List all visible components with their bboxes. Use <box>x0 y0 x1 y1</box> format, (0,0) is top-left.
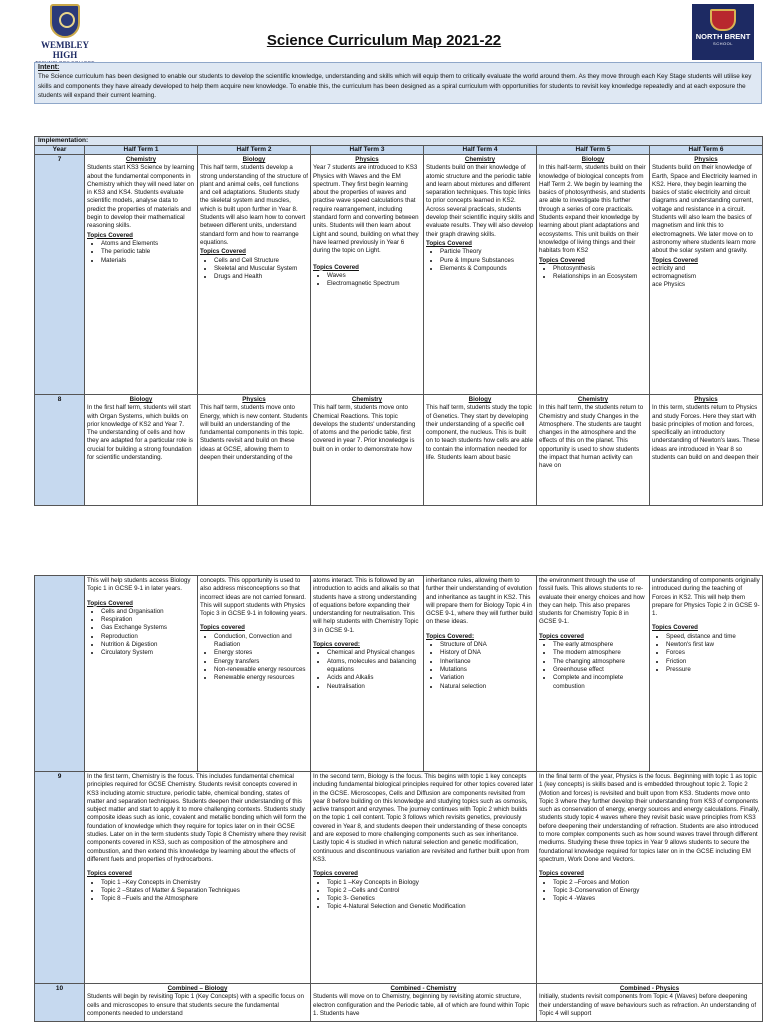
y9-term1-cell <box>85 772 311 984</box>
topic-item: • Cells and Cell Structure <box>214 257 308 265</box>
cell-text: Students start KS3 Science by learning about the fundamental components in Chemistry which they will need later on in KS3 and KS4. Students evaluate scientific models, analyse data to predict the properties of materials and begin to develop their mathematical reasoning skills. <box>87 164 195 230</box>
intent-text: The Science curriculum has been designed to enable our students to develop the scientific knowledge, understanding and skills which will equip them to critically evaluate the world around them. As they move through each Key Stage students will utilise key skills and components they have already developed to help them acquire new knowledge. To enable this, the curriculum has been designed as a spiral curriculum with opportunities for students to revisit key knowledge repeatedly and at each exposure the students will expand their current learning. <box>38 73 752 99</box>
cell-text: In this half-term, students build on their knowledge of biological concepts from Half Term 2. We begin by learning the basics of photosynthesis, and students are able to investigate this further through a series of core practicals. Students expand their knowledge by learning about plant adaptations and ecosystems. This unit builds on their knowledge of living things and their habitats from KS2 <box>539 164 646 255</box>
subject-label: Physics <box>694 396 718 403</box>
topic-item: • Complete and incomplete combustion <box>553 674 647 691</box>
topic-item: • Variation <box>440 674 534 682</box>
header-half-term-5: Half Term 5 <box>537 146 650 155</box>
cell-text: In the final term of the year, Physics is the focus. Beginning with topic 1 as topic 1 (key concepts) is skills based and is embedded throughout topic 2. Topic 2 (Motion and forces) is revisited and built upon from KS3. Students move onto Topic 3 where they further develop their understanding from KS3 of components such as conservation of energy, energy sources and energy calculations. Finally, students study topic 4 waves where they revisit basic wave principles from KS3 before deepening their understanding of refraction. Students are also introduced to more complex components such as how sound waves travel through different mediums. Studying these three topics in Year 9 allows students to secure the foundational knowledge required for topics later on in the GCSE including EM spectrum, Work Done and Vectors. <box>539 773 760 863</box>
topic-item: • Renewable energy resources <box>214 674 308 682</box>
cell-text: Year 7 students are introduced to KS3 Physics with Waves and the EM spectrum. They first begin learning about the properties of waves and practise wave speed calculations that require rearrangement, including standard form and converting between units. Students will then learn about Light and sound, building on what they have learned previously in Year 6 during the topic on Light. <box>313 164 419 255</box>
topics-label: Topics covered <box>87 870 132 878</box>
right-logo-name: NORTH BRENT <box>695 32 751 41</box>
topic-item: ace Physics <box>652 281 686 289</box>
table-row-year-8-continued <box>35 576 763 772</box>
cell-text: understanding of components originally introduced during the teaching of Forces in KS2. This will help them prepare for Physics Topic 2 in GCSE 9-1. <box>652 577 760 618</box>
curriculum-table-continued <box>34 575 763 1022</box>
topic-item: • Structure of DNA <box>440 641 534 649</box>
y8-ht4-cell <box>424 395 537 506</box>
cell-text: In this term, students return to Physics and study Forces. Here they start with basic principles of motion and forces, specifically an introductory understanding of Newton's laws. These ideas are introduced in Year 8 so students can build on and deepen their <box>652 404 760 462</box>
topics-label: Topics Covered <box>652 624 698 632</box>
topic-item: • History of DNA <box>440 649 534 657</box>
topic-item: • Chemical and Physical changes <box>327 649 421 657</box>
year-cell: 7 <box>35 155 85 395</box>
subject-label: Chemistry <box>577 396 609 403</box>
header-half-term-3: Half Term 3 <box>311 146 424 155</box>
table-row-year-9 <box>35 772 763 984</box>
topics-label: Topics covered: <box>313 641 360 649</box>
topic-item: • Mutations <box>440 666 534 674</box>
topic-item: • Topic 1 –Key Concepts in Chemistry <box>101 879 308 887</box>
table-row-year-7 <box>35 155 763 395</box>
topic-item: • Reproduction <box>101 633 195 641</box>
topic-item: • Greenhouse effect <box>553 666 647 674</box>
topics-label: Topics Covered <box>87 231 133 239</box>
topics-label: Topics Covered: <box>426 632 475 640</box>
intent-label: Intent: <box>38 64 60 71</box>
cell-text: Students will move on to Chemistry, beginning by revisiting atomic structure, electron configuration and the Periodic table, all of which are found within Topic 1. Students have <box>313 993 530 1017</box>
year-cell: 8 <box>35 395 85 506</box>
curriculum-table <box>34 136 763 506</box>
topic-item: • Pressure <box>666 666 760 674</box>
topic-item: • Energy transfers <box>214 658 308 666</box>
topic-item: • Non-renewable energy resources <box>214 666 308 674</box>
y8c-ht3-cell <box>311 576 424 772</box>
y8c-ht2-cell <box>198 576 311 772</box>
y9-term3-cell <box>537 772 763 984</box>
topic-item: • Drugs and Health <box>214 273 308 281</box>
topic-item: • Waves <box>327 272 421 280</box>
cell-text: This half term, students move onto Energy, which is new content. Students will build an understanding of the fundamental components in this topic. Students revisit and build on these ideas at GCSE, allowing them to deepen their understanding of the <box>200 404 308 462</box>
topic-item: • Cells and Organisation <box>101 608 195 616</box>
cell-text: Initially, students revisit components from Topic 4 (Waves) before deepening their understanding of wave behaviours such as refraction. An understanding of Topic 4 will support <box>539 993 757 1017</box>
topic-item: • Topic 3- Genetics <box>327 895 534 903</box>
topics-label: Topics covered <box>313 870 358 878</box>
topics-label: Topics Covered <box>87 599 133 607</box>
school-crest-icon <box>710 9 736 31</box>
topics-label: Topics covered <box>539 632 584 640</box>
subject-label: Combined - Physics <box>619 985 680 992</box>
topic-item: • Energy stores <box>214 649 308 657</box>
header-year: Year <box>35 146 85 155</box>
y8c-ht1-cell <box>85 576 198 772</box>
topic-item: • Topic 3-Conservation of Energy <box>553 887 760 895</box>
cell-text: Students will begin by revisiting Topic 1 (Key Concepts) with a specific focus on cells and microscopes to ensure that students secure the fundamental components needed to understand <box>87 993 304 1017</box>
topic-item: • Natural selection <box>440 683 534 691</box>
topic-item: ectromagnetism <box>652 273 697 281</box>
cell-text: In the first half term, students will start with Organ Systems, which builds on prior knowledge of KS2 and Year 7. The understanding of cells and how they are adapted for a particular role is crucial for building a strong foundation for scientific understanding. <box>87 404 193 462</box>
page-header <box>0 0 768 62</box>
y8-ht1-cell <box>85 395 198 506</box>
header-half-term-1: Half Term 1 <box>85 146 198 155</box>
subject-label: Chemistry <box>464 156 496 163</box>
left-logo-name: WEMBLEY HIGH <box>40 40 89 60</box>
topic-item: • Topic 2 –Forces and Motion <box>553 879 760 887</box>
y8-ht3-cell <box>311 395 424 506</box>
cell-text: This half term, students move onto Chemical Reactions. This topic develops the students' understanding of atoms and the periodic table, first covered in year 7. Prior knowledge is built on in order to demonstrate how <box>313 404 416 453</box>
topic-item: • Elements & Compounds <box>440 265 534 273</box>
y7-ht2-cell <box>198 155 311 395</box>
table-row-year-8 <box>35 395 763 506</box>
subject-label: Biology <box>242 156 266 163</box>
year-cell: 10 <box>35 984 85 1022</box>
topic-item: • The modern atmosphere <box>553 649 647 657</box>
topic-item: • Photosynthesis <box>553 265 647 273</box>
topic-item: • Gas Exchange Systems <box>101 624 195 632</box>
topic-item: • Skeletal and Muscular System <box>214 265 308 273</box>
cell-text: This will help students access Biology Topic 1 in GCSE 9-1 in later years. <box>87 577 191 593</box>
subject-label: Physics <box>242 396 266 403</box>
y8c-ht5-cell <box>537 576 650 772</box>
topic-item: • Friction <box>666 658 760 666</box>
y7-ht4-cell <box>424 155 537 395</box>
topics-label: Topics Covered <box>652 256 698 264</box>
y8c-ht6-cell <box>650 576 763 772</box>
subject-label: Chemistry <box>125 156 157 163</box>
topic-item: • Atoms, molecules and balancing equations <box>327 658 421 675</box>
topics-label: Topics covered <box>200 624 245 632</box>
topic-item: • Respiration <box>101 616 195 624</box>
header-half-term-2: Half Term 2 <box>198 146 311 155</box>
implementation-label: Implementation: <box>35 137 763 146</box>
y7-ht1-cell <box>85 155 198 395</box>
topic-item: ectricity and <box>652 264 686 272</box>
y10-term1-cell <box>85 984 311 1022</box>
cell-text: In the first term, Chemistry is the focus. This includes fundamental chemical principles required for GCSE Chemistry. Students revisit concepts covered in KS3 including atomic structure, periodic table, chemical bonding, states of matter and separation techniques. Students deepen their understanding of this subject matter and start to apply it to more challenging contexts. Students study composite ideas such as ionic, covalent and metallic bonding which will form the foundation of knowledge which they require for topics later on in their GCSE studies. Later on in the term students study Topic 8 Chemistry where they revisit components covered in KS3, such as composition of the atmosphere and combustion, and then extend this knowledge by learning about the effects of different fuels and properties of hydrocarbons. <box>87 773 307 863</box>
year-cell <box>35 576 85 772</box>
subject-label: Chemistry <box>351 396 383 403</box>
subject-label: Physics <box>355 156 379 163</box>
topics-label: Topics Covered <box>313 263 359 271</box>
intent-box <box>34 62 762 104</box>
y9-term2-cell <box>311 772 537 984</box>
cell-text: This half term, students develop a strong understanding of the structure of plant and animal cells, cell functions and cell adaptations. Students study the skeletal system and muscles, which is built upon further in Year 8. Students will also learn how to convert between different units, understand standard form and how to rearrange equations. <box>200 164 309 246</box>
topics-label: Topics covered <box>539 870 584 878</box>
topic-item: • Materials <box>101 257 195 265</box>
topic-item: • Inheritance <box>440 658 534 666</box>
header-half-term-4: Half Term 4 <box>424 146 537 155</box>
topic-item: • Forces <box>666 649 760 657</box>
topic-item: • Acids and Alkalis <box>327 674 421 682</box>
y8-ht6-cell <box>650 395 763 506</box>
y8c-ht4-cell <box>424 576 537 772</box>
topics-label: Topics Covered <box>200 248 246 256</box>
subject-label: Combined – Biology <box>167 985 228 992</box>
topic-item: • Newton's first law <box>666 641 760 649</box>
year-cell: 9 <box>35 772 85 984</box>
topic-item: • Topic 2 –Cells and Control <box>327 887 534 895</box>
y10-term2-cell <box>311 984 537 1022</box>
topic-item: • Electromagnetic Spectrum <box>327 280 421 288</box>
north-brent-logo <box>692 4 754 60</box>
cell-text: In this half term, the students return to Chemistry and study Changes in the Atmosphere. The students are taught changes in the atmosphere and the effects of this on the planet. This opportunity is used to show students the impact that human activity can have on <box>539 404 644 470</box>
y7-ht3-cell <box>311 155 424 395</box>
topic-item: • Topic 2 –States of Matter & Separation Techniques <box>101 887 308 895</box>
header-half-term-6: Half Term 6 <box>650 146 763 155</box>
subject-label: Biology <box>468 396 492 403</box>
topic-item: • Topic 4-Natural Selection and Genetic Modification <box>327 903 534 911</box>
cell-text: the environment through the use of fossil fuels. This allows students to re-evaluate their energy choices and how they can help. This also prepares students for Chemistry Topic 8 in GCSE 9-1. <box>539 577 645 626</box>
topic-item: • The periodic table <box>101 248 195 256</box>
topic-item: • Conduction, Convection and Radiation <box>214 633 308 650</box>
topic-item: • Relationships in an Ecosystem <box>553 273 647 281</box>
topic-item: • Speed, distance and time <box>666 633 760 641</box>
subject-label: Combined - Chemistry <box>390 985 457 992</box>
cell-text: This half term, students study the topic of Genetics. They start by developing their understanding of a specific cell component, the nucleus. This is built on to teach students how cells are able to contain the information needed for life. Students learn about basic <box>426 404 533 462</box>
topic-item: • Topic 1 –Key Concepts in Biology <box>327 879 534 887</box>
topic-item: • Topic 4 -Waves <box>553 895 760 903</box>
cell-text: concepts. This opportunity is used to also address misconceptions so that incorrect ideas are not carried forward. This will support students with Physics Topic 3 in GCSE 9-1 in following years. <box>200 577 307 618</box>
topic-item: • Topic 8 –Fuels and the Atmosphere <box>101 895 308 903</box>
page-title: Science Curriculum Map 2021-22 <box>266 32 502 49</box>
topic-item: • Particle Theory <box>440 248 534 256</box>
y10-term3-cell <box>537 984 763 1022</box>
subject-label: Physics <box>694 156 718 163</box>
y8-ht5-cell <box>537 395 650 506</box>
topics-label: Topics Covered <box>539 256 585 264</box>
cell-text: In the second term, Biology is the focus. This begins with topic 1 key concepts including fundamental biological principles required for other topics covered later in the GCSE. Microscopes, Cells and Diffusion are components revisited from year 8 before building on this knowledge and studying topics such as osmosis, active transport and enzymes. The journey continues with Topic 2 which builds on the topic 1 cell content. Topic 3 follows which revisits genetics, previously covered in Year 8, and students deepen their understanding of these concepts and are exposed to more challenging components such as sex inheritance. Lastly topic 4 is studied in which natural selection and genetic modification, continuous and discontinuous variation are revisited and further built upon from KS3. <box>313 773 534 863</box>
table-row-year-10 <box>35 984 763 1022</box>
topic-item: • The changing atmosphere <box>553 658 647 666</box>
topic-item: • Circulatory System <box>101 649 195 657</box>
subject-label: Biology <box>581 156 605 163</box>
y8-ht2-cell <box>198 395 311 506</box>
subject-label: Biology <box>129 396 153 403</box>
cell-text: Students build on their knowledge of atomic structure and the periodic table and learn about mixtures and different separation techniques. This topic links to prior concepts learned in KS2. Across several practicals, students develop their scientific inquiry skills and evaluate results. They will also develop their graph drawing skills. <box>426 164 534 238</box>
topics-label: Topics Covered <box>426 239 472 247</box>
topic-item: • Neutralisation <box>327 683 421 691</box>
topic-item: • Pure & Impure Substances <box>440 257 534 265</box>
cell-text: atoms interact. This is followed by an introduction to acids and alkalis so that students have a strong understanding of equations before expanding their understanding for neutralisation. This will help students with Chemistry Topic 3 in GCSE 9-1. <box>313 577 420 634</box>
right-logo-sub: SCHOOL <box>713 41 733 46</box>
cell-text: inheritance rules, allowing them to further their understanding of evolution and inheritance as taught in KS2. This will prepare them for Biology Topic 4 in GCSE 9-1, where they will further build on these ideas. <box>426 577 533 626</box>
cell-text: Students build on their knowledge of Earth, Space and Electricity learned in KS2. Here, they begin learning the basics of static electricity and circuit diagrams and understanding current, voltage and resistance in a circuit. Students will also learn the basics of magnetism and link this to electromagnets. We later move on to astronomy where students learn more about the solar system and gravity. <box>652 164 757 255</box>
topic-item: • Nutrition & Digestion <box>101 641 195 649</box>
topic-item: • The early atmosphere <box>553 641 647 649</box>
y7-ht6-cell <box>650 155 763 395</box>
y7-ht5-cell <box>537 155 650 395</box>
topic-item: • Atoms and Elements <box>101 240 195 248</box>
